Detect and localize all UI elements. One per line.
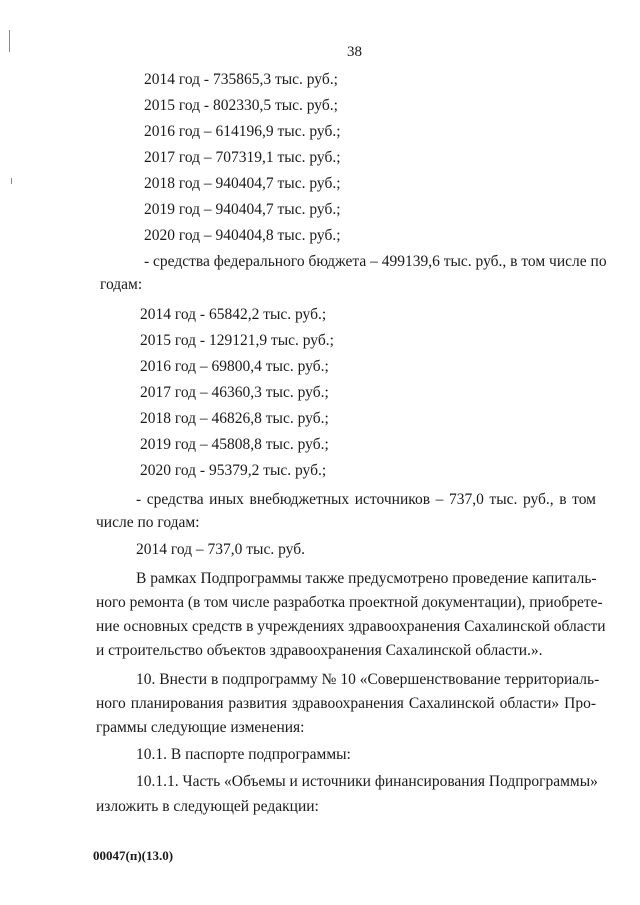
paragraph-line: ного планирования развития здравоохранения Сахалинской области» Про- [96, 695, 596, 712]
list-item: 2020 год - 95379,2 тыс. руб.; [140, 462, 327, 479]
paragraph-line: и строительство объектов здравоохранения Сахалинской области.». [96, 642, 543, 659]
other-sources-line-cont: числе по годам: [96, 514, 200, 531]
list-item: 2014 год - 65842,2 тыс. руб.; [140, 306, 327, 323]
scan-mark-left [9, 30, 10, 52]
list-item: 2020 год – 940404,8 тыс. руб.; [144, 227, 341, 244]
list-item: 2014 год - 735865,3 тыс. руб.; [144, 71, 338, 88]
scan-mark-left-2 [11, 178, 12, 184]
other-sources-line: - средства иных внебюджетных источников – 737,0 тыс. руб., в том [136, 491, 596, 508]
list-item: 2015 год - 802330,5 тыс. руб.; [144, 97, 338, 114]
paragraph-line: 10. Внести в подпрограмму № 10 «Совершенствование территориаль- [136, 671, 600, 688]
list-item: 2018 год – 46826,8 тыс. руб.; [140, 410, 329, 427]
paragraph-line: 10.1.1. Часть «Объемы и источники финансирования Подпрограммы» [136, 773, 598, 790]
list-item: 2016 год – 614196,9 тыс. руб.; [144, 123, 341, 140]
list-item: 2015 год - 129121,9 тыс. руб.; [140, 332, 334, 349]
paragraph-line: изложить в следующей редакции: [96, 798, 319, 815]
footer-code: 00047(п)(13.0) [93, 848, 174, 863]
list-item: 2017 год – 707319,1 тыс. руб.; [144, 149, 341, 166]
paragraph-line: В рамках Подпрограммы также предусмотрено проведение капиталь- [136, 570, 597, 587]
other-sources-2014: 2014 год – 737,0 тыс. руб. [136, 541, 305, 558]
page-number: 38 [347, 44, 362, 60]
list-item: 2019 год – 940404,7 тыс. руб.; [144, 201, 341, 218]
list-item: 2018 год – 940404,7 тыс. руб.; [144, 175, 341, 192]
list-item: 2016 год – 69800,4 тыс. руб.; [140, 358, 329, 375]
list-item: 2017 год – 46360,3 тыс. руб.; [140, 384, 329, 401]
paragraph-line: ного ремонта (в том числе разработка проектной документации), приобрете- [96, 594, 603, 611]
paragraph-line: граммы следующие изменения: [96, 719, 305, 736]
federal-budget-line: - средства федерального бюджета – 499139,6 тыс. руб., в том числе по [144, 253, 607, 270]
paragraph-line: ние основных средств в учреждениях здравоохранения Сахалинской области [96, 618, 606, 635]
federal-budget-line-cont: годам: [100, 276, 143, 293]
item-10-1: 10.1. В паспорте подпрограммы: [136, 746, 351, 763]
list-item: 2019 год – 45808,8 тыс. руб.; [140, 436, 329, 453]
